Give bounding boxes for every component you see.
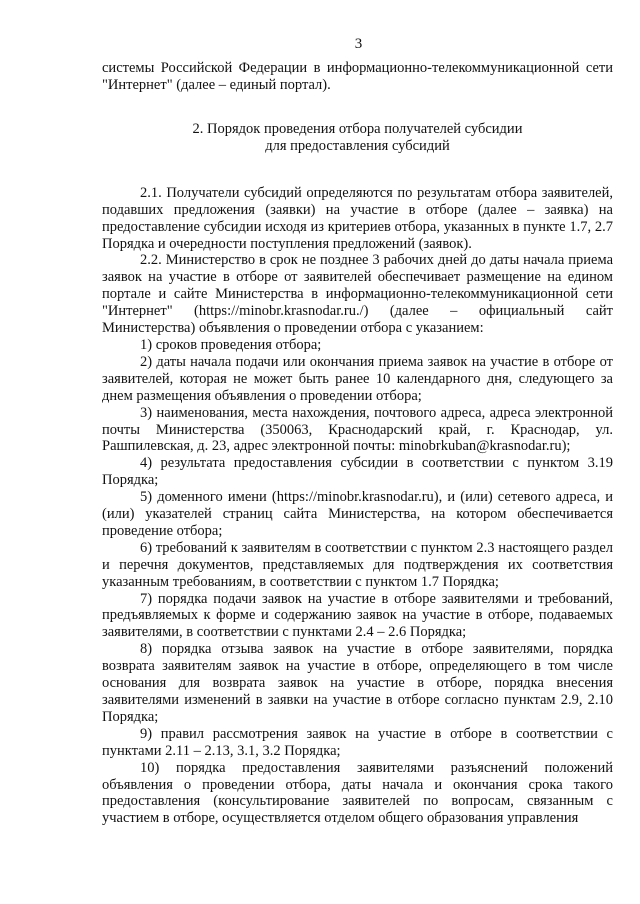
paragraph-2-2: 2.2. Министерство в срок не позднее 3 рабочих дней до даты начала приема заявок на участие в отборе от заявителей обеспечивает размещение на едином портале и сайте Министерства в информационно-телекоммуникационной сети "Интернет" (https://minobr.krasnodar.ru./) (далее – официальный сайт Министерства) объявления о проведении отбора с указанием: — [102, 252, 613, 337]
list-item-6: 6) требований к заявителям в соответствии с пунктом 2.3 настоящего раздел и перечня документов, представляемых для подтверждения их соответствия указанным требованиям, в соответствии с пунктом 1.7 Порядка; — [102, 539, 613, 590]
list-item-8: 8) порядка отзыва заявок на участие в отборе заявителями, порядка возврата заявителям заявок на участие в отборе, определяющего в том числе основания для возврата заявок на участие в отборе, порядка внесения заявителями изменений в заявки на участие в отборе согласно пунктам 2.9, 2.10 Порядка; — [102, 641, 613, 725]
page-number: 3 — [354, 36, 363, 52]
list-item-3: 3) наименования, места нахождения, почтового адреса, адреса электронной почты Министерства (350063, Краснодарский край, г. Краснодар, ул. Рашпилевская, д. 23, адрес электронной почты: minobrkuban@krasnodar.ru); — [102, 404, 613, 455]
paragraph-2-1: 2.1. Получатели субсидий определяются по результатам отбора заявителей, подавших предложения (заявки) на участие в отборе (далее – заявка) на предоставление субсидии исходя из критериев отбора, указанных в пункте 1.7, 2.7 Порядка и очередности поступления предложений (заявок). — [102, 184, 613, 252]
list-item-7: 7) порядка подачи заявок на участие в отборе заявителями и требований, предъявляемых к форме и содержанию заявок на участие в отборе, подаваемых заявителями, в соответствии с пунктами 2.4 – 2.6 Порядка; — [102, 590, 613, 641]
list-item-4: 4) результата предоставления субсидии в соответствии с пунктом 3.19 Порядка; — [102, 455, 613, 489]
list-item-10: 10) порядка предоставления заявителями разъяснений положений объявления о проведении отбора, даты начала и окончания срока такого предоставления (консультирование заявителей по вопросам, связанным с участием в отборе, осуществляется отделом общего образования управления — [102, 759, 613, 827]
list-item-9: 9) правил рассмотрения заявок на участие в отборе в соответствии с пунктами 2.11 – 2.13, 3.1, 3.2 Порядка; — [102, 725, 613, 759]
section-heading-line-1: 2. Порядок проведения отбора получателей субсидии — [192, 120, 523, 137]
list-item-2: 2) даты начала подачи или окончания приема заявок на участие в отборе от заявителей, которая не может быть ранее 10 календарного дня, следующего за днем размещения объявления о проведении отбора; — [102, 353, 613, 404]
list-item-5: 5) доменного имени (https://minobr.krasnodar.ru), и (или) сетевого адреса, и (или) указателей страниц сайта Министерства, на котором обеспечивается проведение отбора; — [102, 489, 613, 539]
intro-paragraph: системы Российской Федерации в информационно-телекоммуникационной сети "Интернет" (далее – единый портал). — [102, 60, 613, 93]
section-heading-line-2: для предоставления субсидий — [265, 137, 450, 154]
section-heading — [102, 121, 613, 155]
list-item-1: 1) сроков проведения отбора; — [140, 336, 322, 353]
